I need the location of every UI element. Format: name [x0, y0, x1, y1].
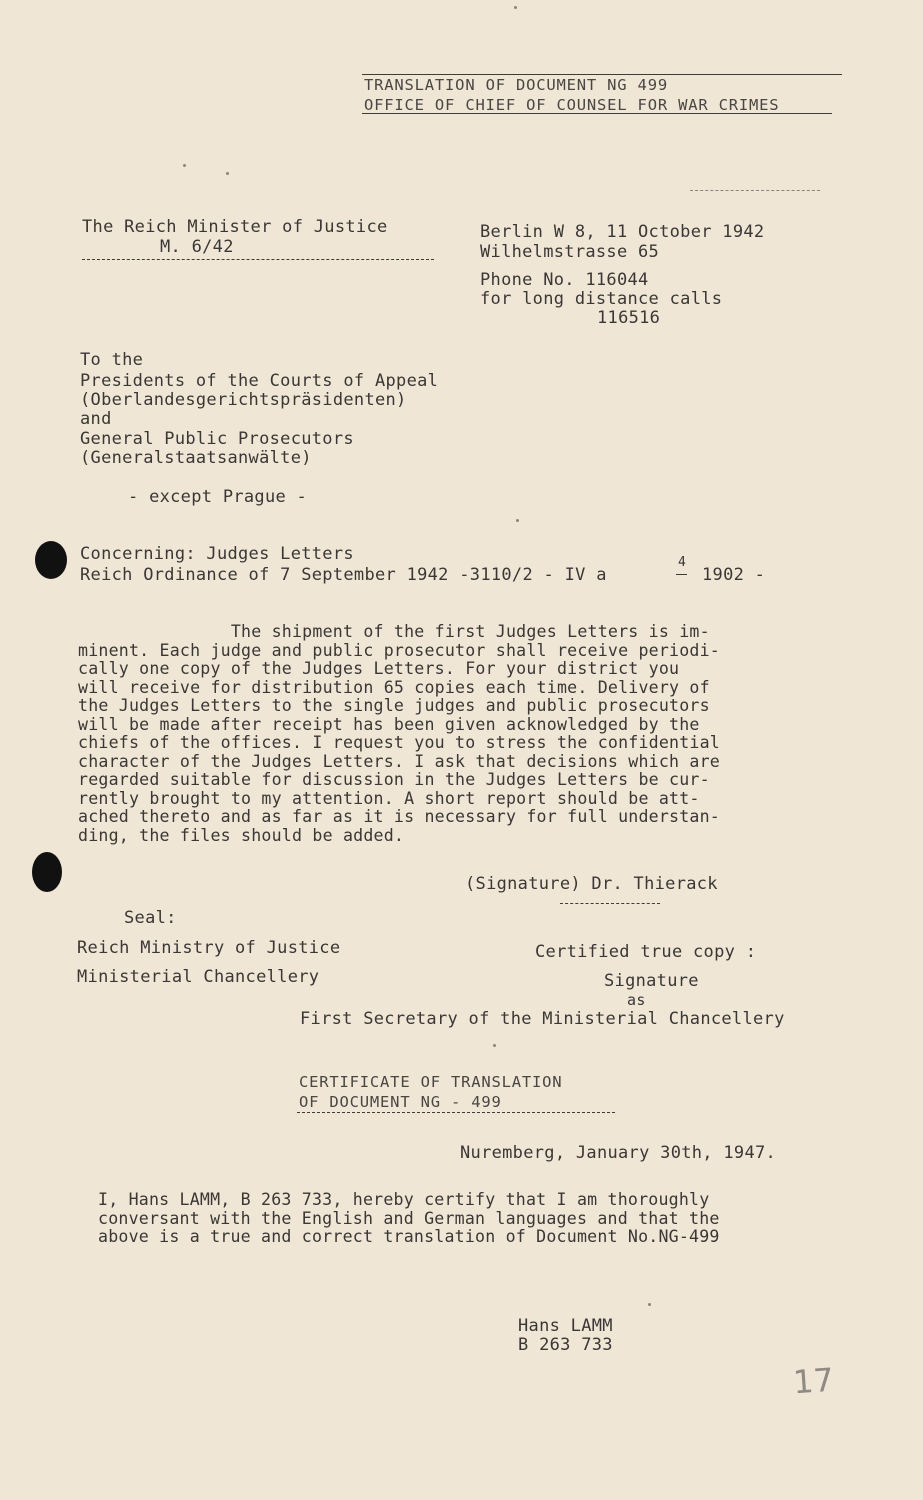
- certificate-text: I, Hans LAMM, B 263 733, hereby certify that I am thoroughly conversant with the English and German languages and that the above is a true and correct translation of Document No.NG-499: [98, 1190, 720, 1246]
- recipient-line-5: General Public Prosecutors: [80, 429, 354, 449]
- signature: (Signature) Dr. Thierack: [465, 874, 718, 894]
- sender-title: The Reich Minister of Justice: [82, 217, 388, 237]
- paper-speck: [514, 6, 517, 9]
- translator-id: B 263 733: [518, 1335, 613, 1355]
- subject-line-2-end: 1902 -: [702, 565, 766, 585]
- recipient-line-3: (Oberlandesgerichtspräsidenten): [80, 390, 407, 410]
- subject-line-2: Reich Ordinance of 7 September 1942 -3110/2 - IV a: [80, 565, 607, 585]
- paper-speck: [226, 172, 229, 175]
- certified-line-3: as: [627, 991, 646, 1009]
- body-paragraph: The shipment of the first Judges Letters is im- minent. Each judge and public prosecutor shall receive periodi- cally one copy of the Judges Letters. For your district you will receive for distribution 65 copies each time. Delivery of the Judges Letters to the single judges and public prosecutors will be made after receipt has been given acknowledged by the chiefs of the offices. I request you to stress the confidential character of the Judges Letters. I ask that decisions which are regarded suitable for discussion in the Judges Letters be cur- rently brought to my attention. A short report should be att- ached thereto and as far as it is necessary for full understan- ding, the files should be added.: [78, 622, 720, 845]
- punch-hole-top: [35, 541, 67, 579]
- paper-speck: [183, 164, 186, 167]
- paper-speck: [648, 1303, 651, 1306]
- paper-speck: [493, 1044, 496, 1047]
- header-line-2: OFFICE OF CHIEF OF COUNSEL FOR WAR CRIMES: [364, 96, 780, 114]
- faint-dotted-line: [690, 190, 820, 191]
- except-prague: - except Prague -: [128, 487, 308, 507]
- handwritten-page-number: 17: [791, 1360, 835, 1402]
- address-line-2: Wilhelmstrasse 65: [480, 242, 660, 262]
- seal-line-2: Ministerial Chancellery: [77, 967, 320, 987]
- subject-fraction-bar: [676, 574, 687, 575]
- seal-label: Seal:: [124, 908, 177, 928]
- subject-line-1: Concerning: Judges Letters: [80, 544, 354, 564]
- paper-speck: [516, 519, 519, 522]
- seal-line-1: Reich Ministry of Justice: [77, 938, 341, 958]
- recipient-line-6: (Generalstaatsanwälte): [80, 448, 312, 468]
- certified-line-2: Signature: [604, 971, 699, 991]
- long-distance-number: 116516: [597, 308, 661, 328]
- certificate-title-2: OF DOCUMENT NG - 499: [299, 1093, 502, 1111]
- sender-ref: M. 6/42: [160, 237, 234, 257]
- long-distance-label: for long distance calls: [480, 289, 723, 309]
- recipient-line-4: and: [80, 409, 112, 429]
- phone-number: Phone No. 116044: [480, 270, 649, 290]
- signature-underline: [560, 903, 660, 904]
- recipient-line-1: To the: [80, 350, 144, 370]
- header-underline: [362, 113, 832, 114]
- certified-line-4: First Secretary of the Ministerial Chancellery: [300, 1009, 785, 1029]
- header-top-rule: [362, 74, 842, 75]
- translator-name: Hans LAMM: [518, 1316, 613, 1336]
- punch-hole-bottom: [32, 852, 62, 892]
- certificate-underline: [297, 1112, 615, 1113]
- subject-fraction: 4: [678, 555, 687, 570]
- header-line-1: TRANSLATION OF DOCUMENT NG 499: [364, 76, 668, 94]
- certified-line-1: Certified true copy :: [535, 942, 757, 962]
- certificate-date: Nuremberg, January 30th, 1947.: [460, 1143, 777, 1163]
- address-line-1: Berlin W 8, 11 October 1942: [480, 222, 765, 242]
- sender-underline: [82, 259, 434, 260]
- recipient-line-2: Presidents of the Courts of Appeal: [80, 371, 439, 391]
- certificate-title-1: CERTIFICATE OF TRANSLATION: [299, 1073, 563, 1091]
